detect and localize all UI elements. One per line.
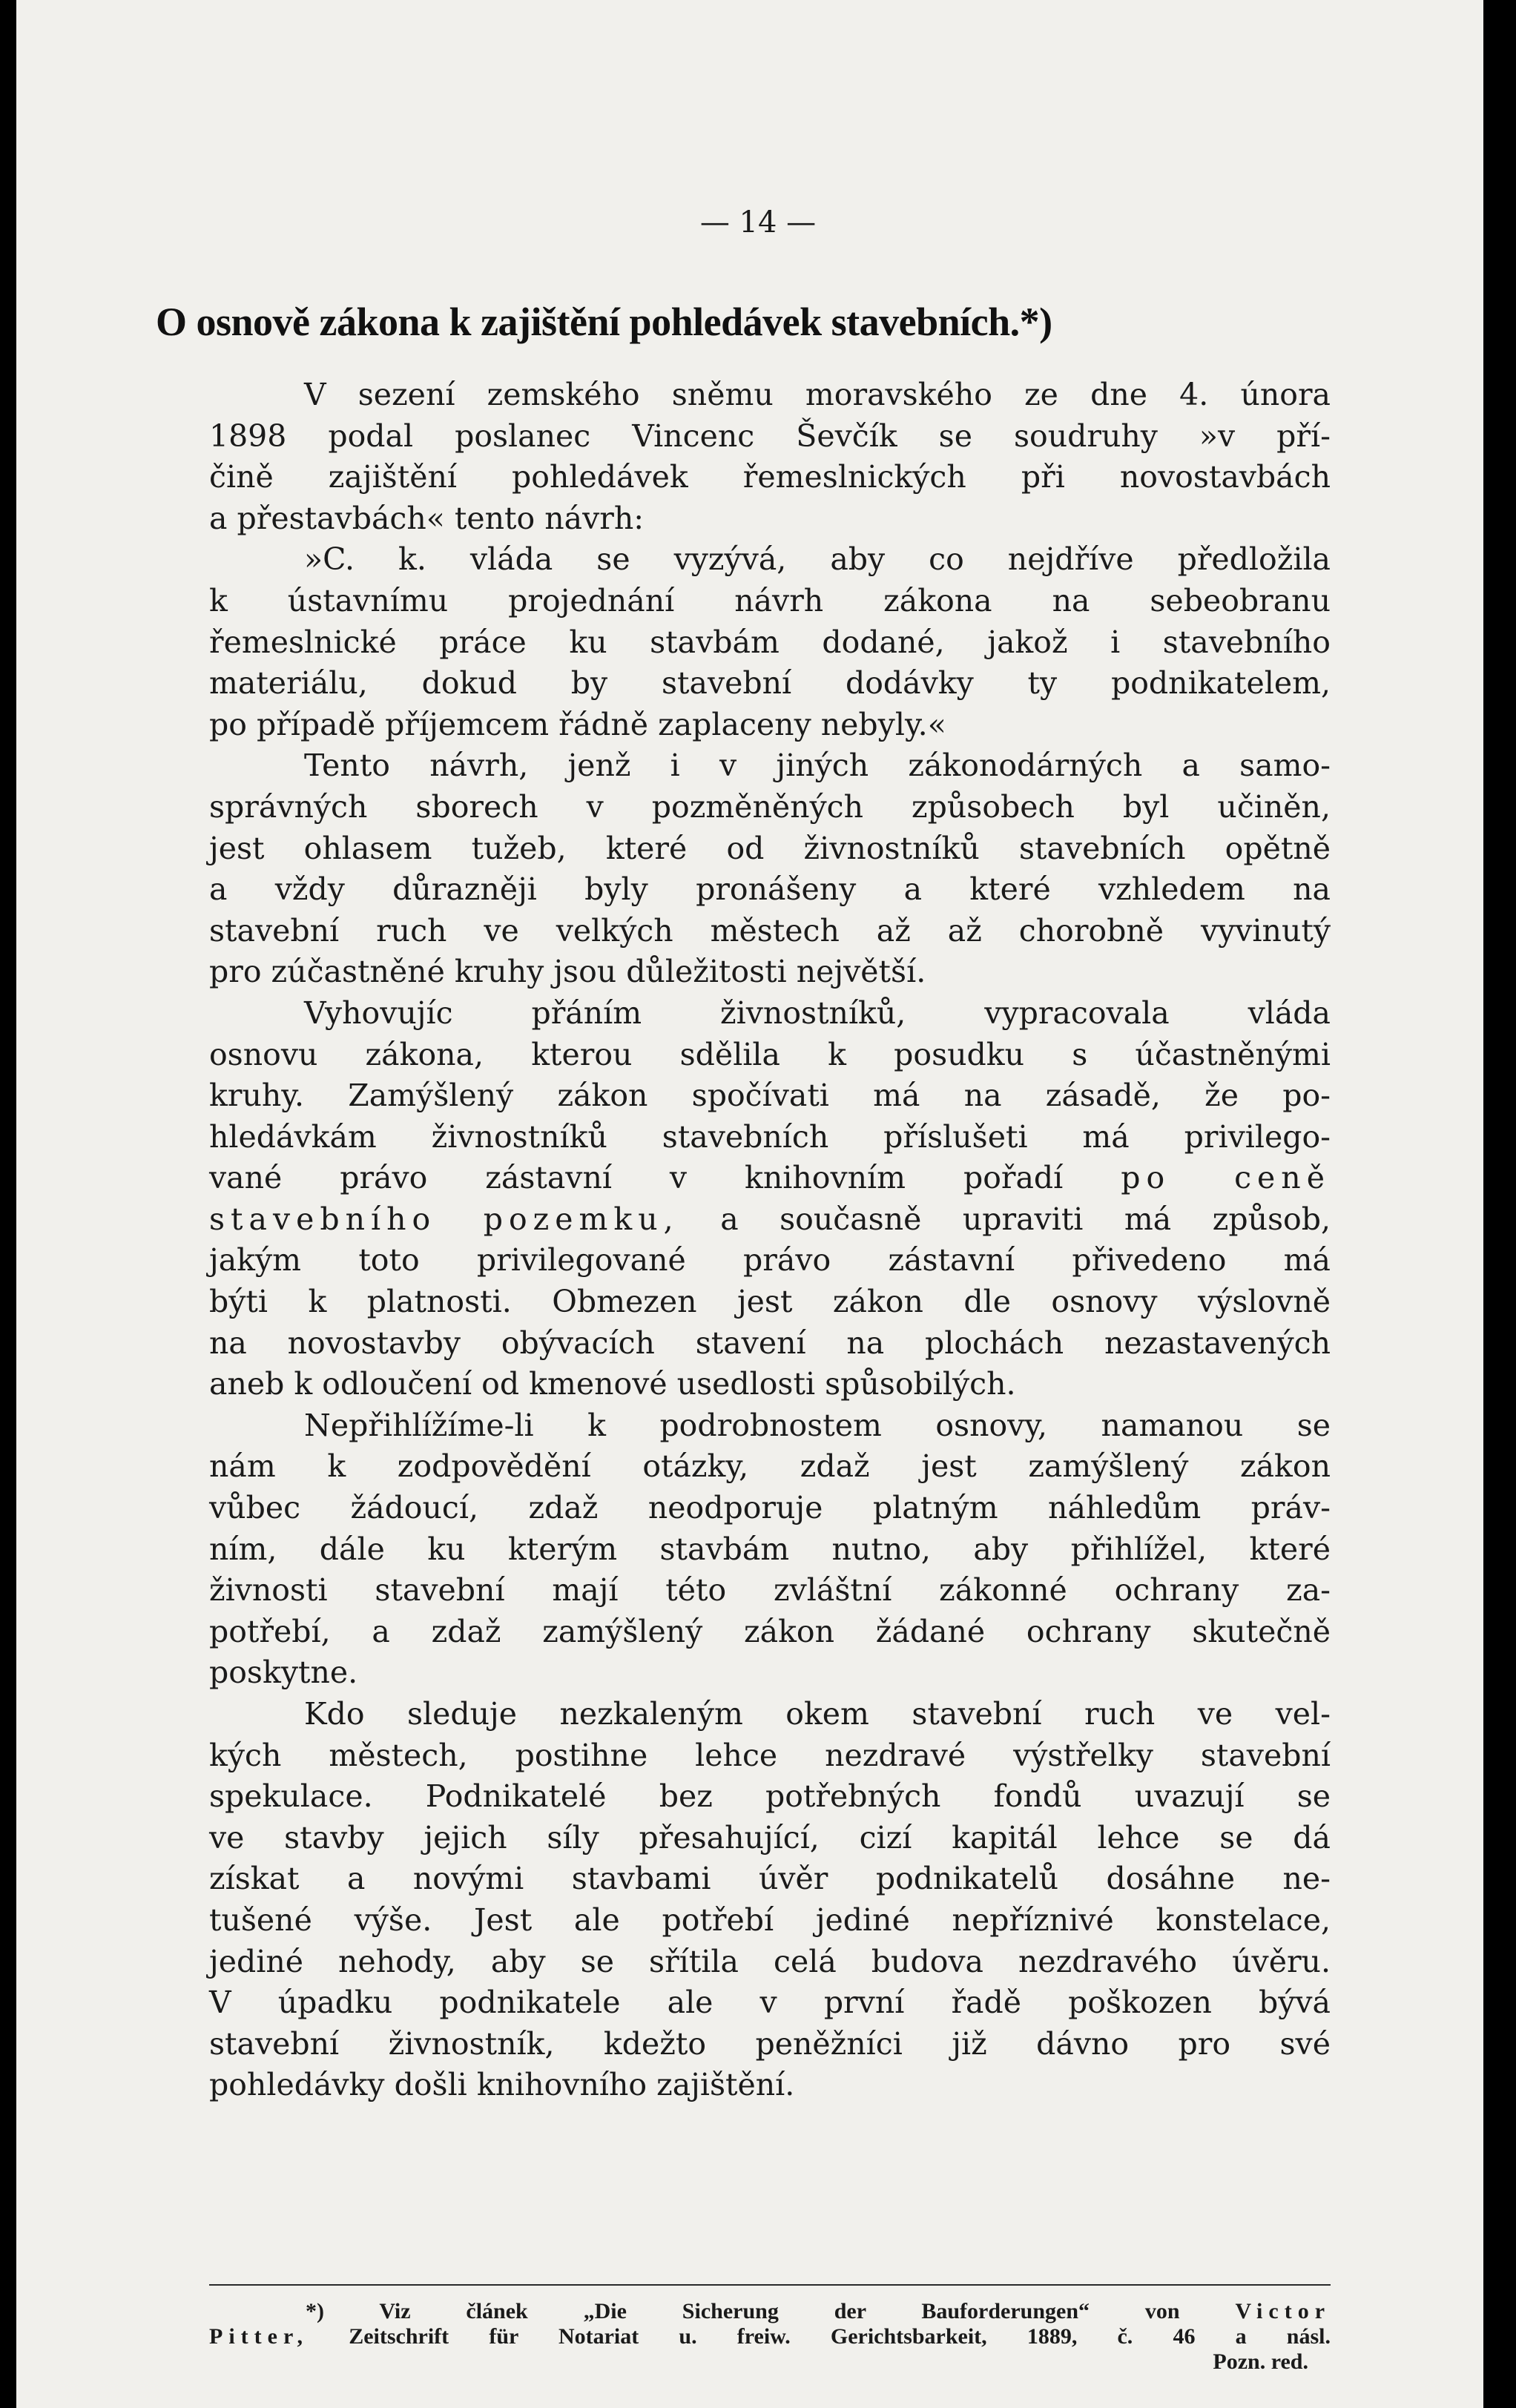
footnote-divider [209,2284,1331,2286]
text-line: Nepřihlížíme-li k podrobnostem osnovy, namanou se [304,1407,1331,1443]
text-segment: a současně upraviti má způsob, [720,1201,1331,1237]
text-line: poskytne. [209,1655,358,1691]
text-segment: Zeitschrift für Notariat u. freiw. Gerichtsbarkeit, 1889, č. 46 a násl. [349,2324,1331,2349]
text-segment: vané právo zástavní v knihovním pořadí [209,1160,1064,1196]
paragraph-5 [209,1405,1331,1694]
paragraph-4 [209,993,1331,1405]
article-title: O osnově zákona k zajištění pohledávek stavebních.*) [156,300,1052,344]
text-line: čině zajištění pohledávek řemeslnických při novostavbách [209,459,1331,495]
text-line: a přestavbách« tento návrh: [209,500,645,536]
text-line: kruhy. Zamýšlený zákon spočívati má na zásadě, že po- [209,1078,1331,1114]
text-line: po případě příjemcem řádně zaplaceny nebyly.« [209,706,946,742]
text-line [209,1158,1331,1199]
text-line: potřebí, a zdaž zamýšlený zákon žádané ochrany skutečně [209,1613,1331,1649]
footnote [209,2299,1331,2375]
text-line: řemeslnické práce ku stavbám dodané, jakož i stavebního [209,624,1331,660]
text-line: ním, dále ku kterým stavbám nutno, aby přihlížel, které [209,1531,1331,1567]
text-line: V úpadku podnikatele ale v první řadě poškozen bývá [209,1985,1331,2021]
spaced-emphasis: stavebního pozemku, [209,1201,679,1237]
spaced-emphasis: Pitter, [209,2324,309,2349]
paragraph-2-quote [209,539,1331,745]
text-line: vůbec žádoucí, zdaž neodporuje platným náhledům práv- [209,1490,1331,1526]
page-number: — 14 — [699,205,817,240]
paragraph-1 [209,375,1331,539]
text-line: stavební ruch ve velkých městech až až chorobně vyvinutý [209,912,1331,949]
text-line: pohledávky došli knihovního zajištění. [209,2067,795,2103]
text-line: materiálu, dokud by stavební dodávky ty podnikatelem, [209,665,1331,702]
spaced-emphasis: po ceně [1121,1160,1331,1196]
text-line: hledávkám živnostníků stavebních příslušeti má privilego- [209,1118,1331,1155]
text-line: tušené výše. Jest ale potřebí jediné nepříznivé konstelace, [209,1901,1331,1938]
text-line: »C. k. vláda se vyzývá, aby co nejdříve předložila [304,541,1331,578]
text-line: získat a novými stavbami úvěr podnikatelů dosáhne ne- [209,1861,1331,1897]
text-line: ve stavby jejich síly přesahující, cizí kapitál lehce se dá [209,1819,1331,1856]
text-line: aneb k odloučení od kmenové usedlosti spůsobilých. [209,1366,1016,1402]
text-line: k ústavnímu projednání návrh zákona na sebeobranu [209,582,1331,619]
footnote-signature: Pozn. red. [1213,2349,1308,2374]
text-line: kých městech, postihne lehce nezdravé výstřelky stavební [209,1737,1331,1773]
footnote-line [209,2299,1331,2324]
text-line: nám k zodpovědění otázky, zdaž jest zamýšlený zákon [209,1448,1331,1485]
text-line: V sezení zemského sněmu moravského ze dne 4. února [304,377,1331,412]
text-line: býti k platnosti. Obmezen jest zákon dle osnovy výslovně [209,1284,1331,1320]
text-line: jest ohlasem tužeb, které od živnostníků stavebních opětně [209,830,1331,866]
footnote-line [209,2324,1331,2349]
text-line: stavební živnostník, kdežto peněžníci již dávno pro své [209,2025,1331,2062]
text-line: Kdo sleduje nezkaleným okem stavební ruch ve vel- [304,1696,1331,1732]
text-line: spekulace. Podnikatelé bez potřebných fondů uvazují se [209,1778,1331,1815]
text-line: a vždy důrazněji byly pronášeny a které vzhledem na [209,871,1331,908]
text-line: pro zúčastněné kruhy jsou důležitosti největší. [209,954,926,990]
paragraph-3 [209,745,1331,993]
text-line [209,1199,1331,1241]
text-line: osnovu zákona, kterou sdělila k posudku s účastněnými [209,1036,1331,1072]
spaced-emphasis: Victor [1235,2299,1331,2323]
article-body [209,375,1331,2106]
text-line: 1898 podal poslanec Vincenc Ševčík se soudruhy »v pří- [209,418,1331,454]
text-line: jediné nehody, aby se sřítila celá budova nezdravého úvěru. [209,1943,1331,1979]
text-line: jakým toto privilegované právo zástavní přivedeno má [209,1242,1331,1279]
text-segment: *) Viz článek „Die Sicherung der Bauforderungen“ von [306,2299,1180,2323]
text-line: živnosti stavební mají této zvláštní zákonné ochrany za- [209,1572,1331,1609]
text-line: na novostavby obývacích stavení na plochách nezastavených [209,1325,1331,1361]
text-line: správných sborech v pozměněných způsobech byl učiněn, [209,788,1331,825]
paragraph-6 [209,1694,1331,2106]
text-line: Tento návrh, jenž i v jiných zákonodárných a samo- [304,748,1331,784]
text-line: Vyhovujíc přáním živnostníků, vypracovala vláda [304,994,1331,1031]
